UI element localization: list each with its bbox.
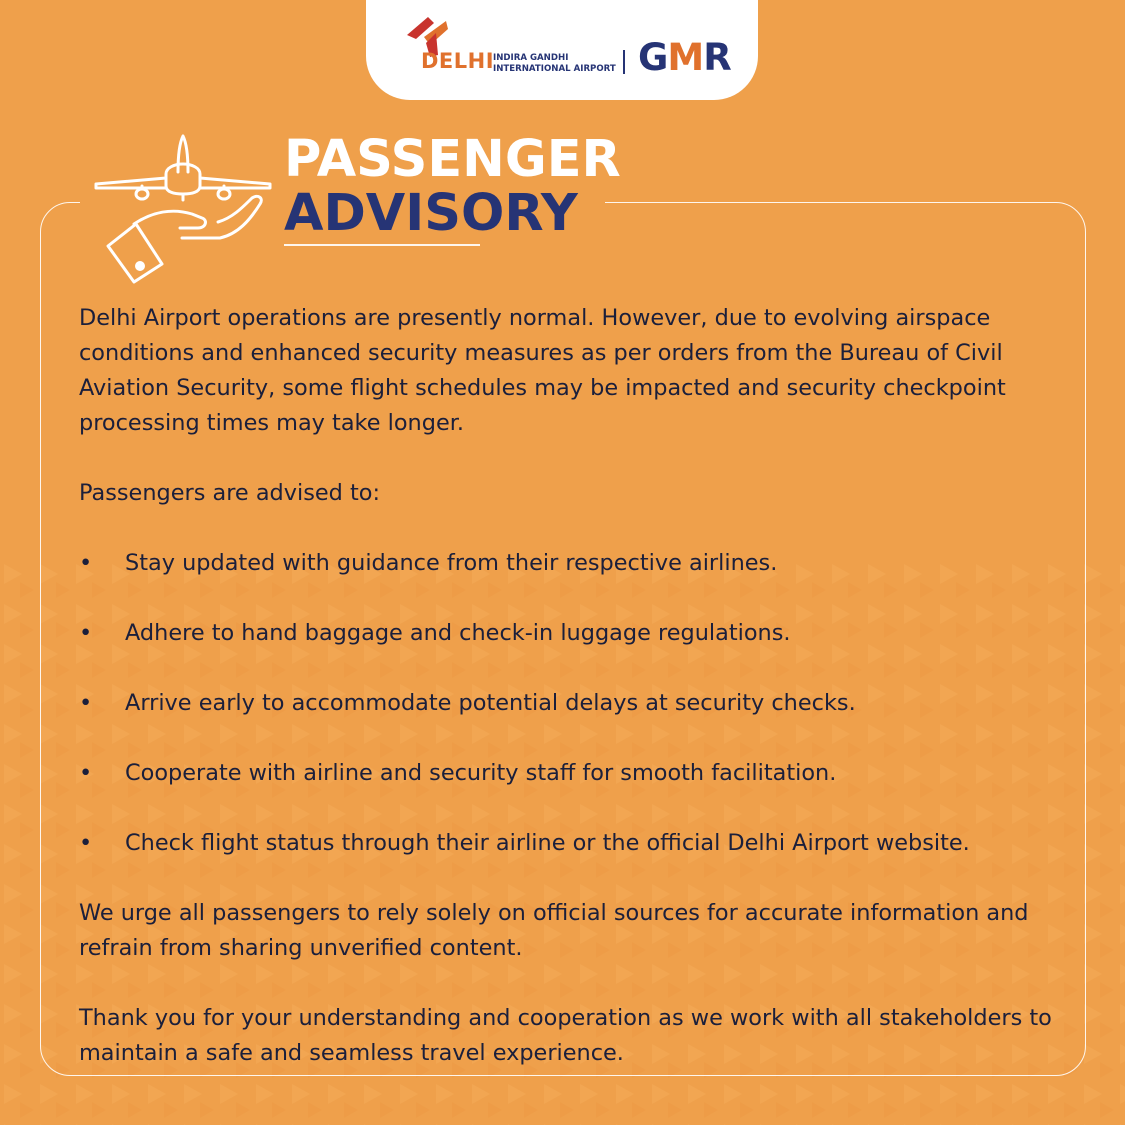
bullet-icon: • xyxy=(79,620,93,646)
airplane-over-hand-icon xyxy=(92,134,274,289)
advice-list xyxy=(79,546,1079,861)
title-line-advisory: ADVISORY xyxy=(284,184,578,243)
thanks-paragraph: Thank you for your understanding and cooperation as we work with all stakeholders to maintain a safe and seamless travel experience. xyxy=(79,1005,1052,1066)
gmr-logo: GMR xyxy=(638,36,731,79)
advisory-body xyxy=(79,301,1079,1071)
logo-divider xyxy=(623,50,625,74)
bullet-icon: • xyxy=(79,690,93,716)
list-item: • Stay updated with guidance from their respective airlines. xyxy=(79,546,1079,581)
logo-airport-name: INDIRA GANDHI INTERNATIONAL AIRPORT xyxy=(493,53,616,74)
advice-heading: Passengers are advised to: xyxy=(79,480,381,506)
list-item: • Arrive early to accommodate potential delays at security checks. xyxy=(79,686,1079,721)
bullet-icon: • xyxy=(79,550,93,576)
title-line-passenger: PASSENGER xyxy=(284,130,621,189)
title-underline xyxy=(284,244,480,246)
logo-city-name: DELHI xyxy=(421,49,495,73)
list-item: • Adhere to hand baggage and check-in luggage regulations. xyxy=(79,616,1079,651)
list-item: • Check flight status through their airline or the official Delhi Airport website. xyxy=(79,826,1079,861)
bullet-icon: • xyxy=(79,830,93,856)
list-item: • Cooperate with airline and security staff for smooth facilitation. xyxy=(79,756,1079,791)
bullet-icon: • xyxy=(79,760,93,786)
intro-paragraph: Delhi Airport operations are presently normal. However, due to evolving airspace conditions and enhanced security measures as per orders from the Bureau of Civil Aviation Security, some flight schedules may be impacted and security checkpoint processing times may take longer. xyxy=(79,305,1006,436)
urge-paragraph: We urge all passengers to rely solely on official sources for accurate information and refrain from sharing unverified content. xyxy=(79,900,1029,961)
